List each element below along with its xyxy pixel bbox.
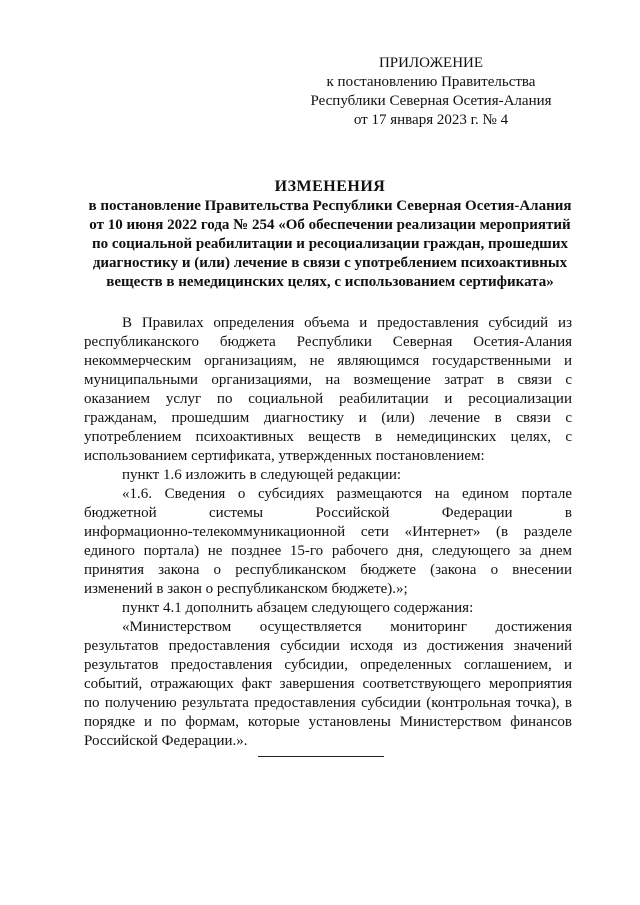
text-line: употреблением психоактивных веществ в немедицинских целях, с: [84, 429, 572, 445]
appendix-label: ПРИЛОЖЕНИЕ: [378, 55, 484, 71]
text-line: «1.6. Сведения о субсидиях размещаются на едином портале: [122, 486, 572, 502]
text-line: некоммерческим организациям, не являющимся государственными и: [84, 353, 572, 369]
text-line: В Правилах определения объема и предоставления субсидий из: [122, 315, 572, 331]
paragraph-point-1-6-instruction: [84, 466, 572, 485]
text-line: принятия закона о республиканском бюджете (закона о внесении: [84, 562, 572, 578]
text-line: оказанием услуг по социальной реабилитации и ресоциализации: [84, 391, 572, 407]
title-line: по социальной реабилитации и ресоциализации граждан, прошедших: [92, 236, 568, 252]
title-line: веществ в немедицинских целях, с использованием сертификата»: [106, 274, 554, 290]
appendix-date-number: от 17 января 2023 г. № 4: [353, 112, 509, 128]
text-line: информационно-телекоммуникационной сети «Интернет» (в разделе: [84, 524, 572, 540]
text-line: событий, отражающих факт завершения соответствующего мероприятия: [84, 676, 572, 692]
end-divider-line: [258, 756, 384, 757]
text-line: по получению результата предоставления субсидии (контрольная точка), в: [84, 695, 572, 711]
text-line: использованием сертификата, утвержденных постановлением:: [84, 448, 485, 464]
title-line: диагностику и (или) лечение в связи с употреблением психоактивных: [92, 255, 568, 271]
text-line: результатов предоставления субсидии исходя из достижения значений: [84, 638, 572, 654]
document-title: [84, 177, 576, 292]
text-line: республиканского бюджета Республики Северная Осетия-Алания: [84, 334, 572, 350]
title-line: в постановление Правительства Республики Северная Осетия-Алания: [88, 198, 572, 214]
document-body: [84, 314, 572, 751]
paragraph-point-4-1-text: [84, 618, 572, 751]
title-heading: ИЗМЕНЕНИЯ: [274, 178, 386, 195]
paragraph-point-1-6-text: [84, 485, 572, 599]
text-line: результатов предоставления субсидии, определенных соглашением, и: [84, 657, 572, 673]
appendix-header: [306, 54, 556, 130]
text-line: Российской Федерации.».: [84, 733, 248, 749]
text-line: муниципальными организациями, на возмещение затрат в связи с: [84, 372, 572, 388]
appendix-ref-line: к постановлению Правительства: [326, 74, 536, 90]
appendix-ref-line: Республики Северная Осетия-Алания: [310, 93, 552, 109]
text-line: порядке и по формам, которые установлены Министерством финансов: [84, 714, 572, 730]
text-line: «Министерством осуществляется мониторинг достижения: [122, 619, 572, 635]
title-line: от 10 июня 2022 года № 254 «Об обеспечении реализации мероприятий: [89, 217, 571, 233]
text-line: гражданам, прошедшим диагностику и (или) лечение в связи с: [84, 410, 572, 426]
paragraph-point-4-1-instruction: [84, 599, 572, 618]
text-line: пункт 4.1 дополнить абзацем следующего содержания:: [122, 600, 474, 616]
text-line: бюджетной системы Российской Федерации в: [84, 505, 572, 521]
text-line: пункт 1.6 изложить в следующей редакции:: [122, 467, 402, 483]
text-line: единого портала) не позднее 15-го рабочего дня, следующего за днем: [84, 543, 572, 559]
text-line: изменений в закон о республиканском бюджете).»;: [84, 581, 408, 597]
paragraph-intro: [84, 314, 572, 466]
